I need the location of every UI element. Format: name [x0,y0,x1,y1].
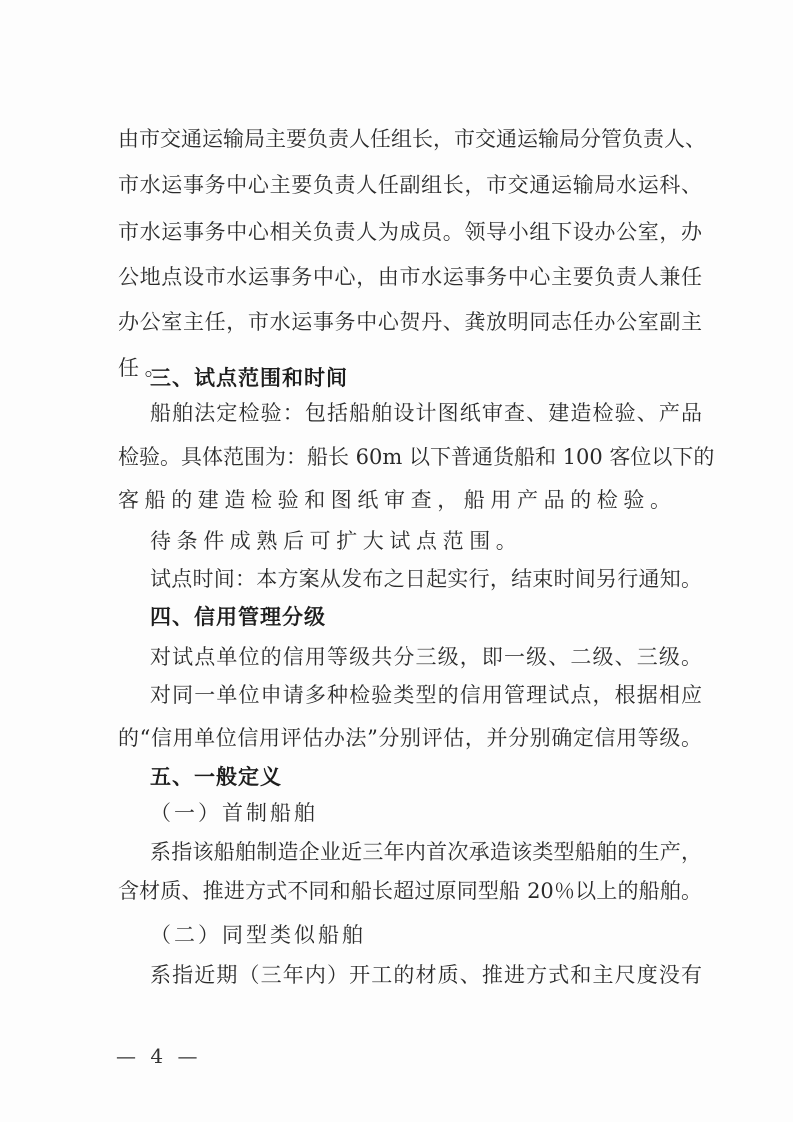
paragraph-line: 待条件成熟后可扩大试点范围。 [150,529,523,553]
subheading: （一）首制船舶 [150,801,318,825]
paragraph-line: 客船的建造检验和图纸审查，船用产品的检验。 [118,488,677,512]
section-heading-5: 五、一般定义 [150,765,282,789]
paragraph-line: 由市交通运输局主要负责人任组长，市交通运输局分管负责人、 [118,127,706,151]
paragraph-line: 对同一单位申请多种检验类型的信用管理试点，根据相应 [150,683,702,707]
paragraph-line: 船舶法定检验：包括船舶设计图纸审查、建造检验、产品 [150,401,702,425]
paragraph-line: 检验。具体范围为：船长 60m 以下普通货船和 100 客位以下的 [118,445,715,469]
paragraph-line: 的“信用单位信用评估办法”分别评估，并分别确定信用等级。 [118,726,702,750]
page-number: — 4 — [116,1044,202,1068]
paragraph-line: 市水运事务中心相关负责人为成员。领导小组下设办公室，办 [118,220,702,244]
paragraph-line: 含材质、推进方式不同和船长超过原同型船 20％以上的船舶。 [118,879,702,903]
section-heading-3: 三、试点范围和时间 [150,366,348,390]
paragraph-line: 办公室主任，市水运事务中心贺丹、龚放明同志任办公室副主 [118,310,702,334]
paragraph-line: 市水运事务中心主要负责人任副组长，市交通运输局水运科、 [118,173,702,197]
paragraph-line: 对试点单位的信用等级共分三级，即一级、二级、三级。 [150,645,702,669]
paragraph-line: 试点时间：本方案从发布之日起实行，结束时间另行通知。 [150,567,702,591]
paragraph-line: 公地点设市水运事务中心，由市水运事务中心主要负责人兼任 [118,265,702,289]
section-heading-4: 四、信用管理分级 [150,605,326,629]
paragraph-line: 系指近期（三年内）开工的材质、推进方式和主尺度没有 [150,963,702,987]
subheading: （二）同型类似船舶 [150,923,366,947]
paragraph-line: 系指该船舶制造企业近三年内首次承造该类型船舶的生产， [150,840,702,864]
paragraph-line: 任。 [118,356,172,380]
